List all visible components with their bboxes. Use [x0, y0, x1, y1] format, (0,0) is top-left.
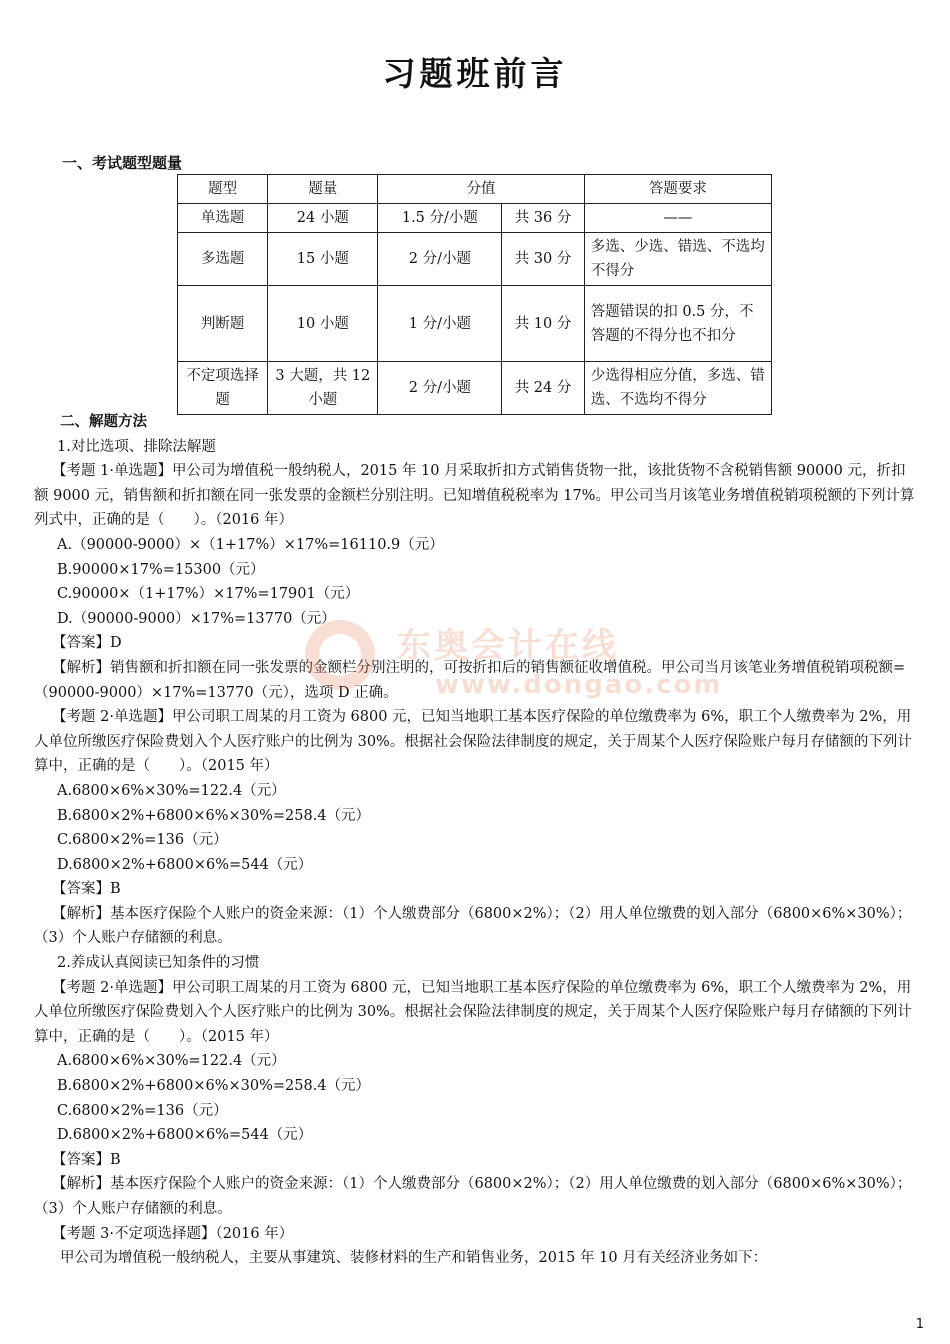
table-row	[178, 204, 772, 233]
header-count: 题量	[268, 175, 378, 204]
watermark-logo-icon	[305, 620, 375, 690]
option-c: C.6800×2%=136（元）	[57, 1102, 228, 1119]
watermark-url: www.dongao.com	[435, 670, 723, 700]
method-heading: 2.养成认真阅读已知条件的习惯	[57, 955, 260, 972]
cell-type: 判断题	[178, 286, 268, 362]
watermark	[305, 612, 723, 712]
section-heading-exam-types: 一、考试题型题量	[62, 154, 183, 172]
cell-requirement: 答题错误的扣 0.5 分，不答题的不得分也不扣分	[584, 286, 771, 362]
answer: 【答案】B	[52, 1151, 121, 1168]
section-heading-methods: 二、解题方法	[60, 414, 147, 430]
header-score: 分值	[378, 175, 584, 204]
page-number: 1	[915, 1317, 924, 1332]
answer: 【答案】B	[52, 881, 121, 898]
option-d: D.（90000-9000）×17%=13770（元）	[57, 610, 336, 627]
option-b: B.6800×2%+6800×6%×30%=258.4（元）	[57, 1078, 371, 1095]
question-stem: 【考题 2·单选题】甲公司职工周某的月工资为 6800 元，已知当地职工基本医疗保险的单位缴费率为 6%，职工个人缴费率为 2%，用人单位所缴医疗保险费划入个人医疗账户的比例为 30%。根据社会保险法律制度的规定，关于周某个人医疗保险账户每月存储额的下列计算中，正确的是（ ）。（2015 年）	[34, 979, 912, 1045]
analysis: 【解析】基本医疗保险个人账户的资金来源：（1）个人缴费部分（6800×2%）；（2）用人单位缴费的划入部分（6800×6%×30%）；（3）个人账户存储额的利息。	[34, 905, 912, 947]
cell-requirement: ——	[584, 204, 771, 233]
table-row	[178, 362, 772, 415]
method-heading: 1.对比选项、排除法解题	[57, 438, 216, 455]
option-c: C.90000×（1+17%）×17%=17901（元）	[57, 586, 360, 603]
cell-per: 2 分/小题	[378, 233, 502, 286]
cell-count: 3 大题，共 12 小题	[268, 362, 378, 415]
cell-per: 2 分/小题	[378, 362, 502, 415]
cell-type: 不定项选择题	[178, 362, 268, 415]
watermark-brand: 东奥会计在线	[397, 626, 619, 666]
option-d: D.6800×2%+6800×6%=544（元）	[57, 1127, 313, 1144]
question-intro: 甲公司为增值税一般纳税人，主要从事建筑、装修材料的生产和销售业务，2015 年 10 月有关经济业务如下：	[60, 1250, 768, 1267]
page-title: 习题班前言	[382, 54, 568, 93]
cell-total: 共 10 分	[502, 286, 584, 362]
cell-requirement: 多选、少选、错选、不选均不得分	[584, 233, 771, 286]
option-c: C.6800×2%=136（元）	[57, 832, 228, 849]
cell-count: 15 小题	[268, 233, 378, 286]
option-b: B.90000×17%=15300（元）	[57, 561, 265, 578]
question-stem: 【考题 2·单选题】甲公司职工周某的月工资为 6800 元，已知当地职工基本医疗保险的单位缴费率为 6%，职工个人缴费率为 2%，用人单位所缴医疗保险费划入个人医疗账户的比例为 30%。根据社会保险法律制度的规定，关于周某个人医疗保险账户每月存储额的下列计算中，正确的是（ ）。（2015 年）	[34, 709, 912, 775]
option-a: A.6800×6%×30%=122.4（元）	[57, 782, 286, 799]
option-a: A.6800×6%×30%=122.4（元）	[57, 1053, 286, 1070]
exam-types-table	[177, 174, 772, 415]
header-type: 题型	[178, 175, 268, 204]
cell-total: 共 36 分	[502, 204, 584, 233]
table-row	[178, 286, 772, 362]
header-requirement: 答题要求	[584, 175, 771, 204]
answer: 【答案】D	[52, 635, 122, 652]
cell-type: 单选题	[178, 204, 268, 233]
option-a: A.（90000-9000）×（1+17%）×17%=16110.9（元）	[57, 536, 444, 553]
cell-count: 10 小题	[268, 286, 378, 362]
cell-requirement: 少选得相应分值，多选、错选、不选均不得分	[584, 362, 771, 415]
option-b: B.6800×2%+6800×6%×30%=258.4（元）	[57, 807, 371, 824]
question-stem: 【考题 3·不定项选择题】（2016 年）	[52, 1225, 294, 1242]
document-body	[34, 410, 919, 1271]
question-stem: 【考题 1·单选题】甲公司为增值税一般纳税人，2015 年 10 月采取折扣方式销售货物一批，该批货物不含税销售额 90000 元，折扣额 9000 元，销售额和折扣额在同一张发票的金额栏分别注明。已知增值税税率为 17%。甲公司当月该笔业务增值税销项税额的下列计算列式中，正确的是（ ）。（2016 年）	[34, 463, 915, 529]
table-header-row	[178, 175, 772, 204]
analysis: 【解析】销售额和折扣额在同一张发票的金额栏分别注明的，可按折扣后的销售额征收增值税。甲公司当月该笔业务增值税销项税额=（90000-9000）×17%=13770（元），选项 D 正确。	[34, 659, 906, 701]
analysis: 【解析】基本医疗保险个人账户的资金来源：（1）个人缴费部分（6800×2%）；（2）用人单位缴费的划入部分（6800×6%×30%）；（3）个人账户存储额的利息。	[34, 1176, 912, 1217]
cell-type: 多选题	[178, 233, 268, 286]
cell-total: 共 24 分	[502, 362, 584, 415]
table-row	[178, 233, 772, 286]
cell-per: 1 分/小题	[378, 286, 502, 362]
cell-per: 1.5 分/小题	[378, 204, 502, 233]
cell-count: 24 小题	[268, 204, 378, 233]
cell-total: 共 30 分	[502, 233, 584, 286]
option-d: D.6800×2%+6800×6%=544（元）	[57, 856, 313, 873]
